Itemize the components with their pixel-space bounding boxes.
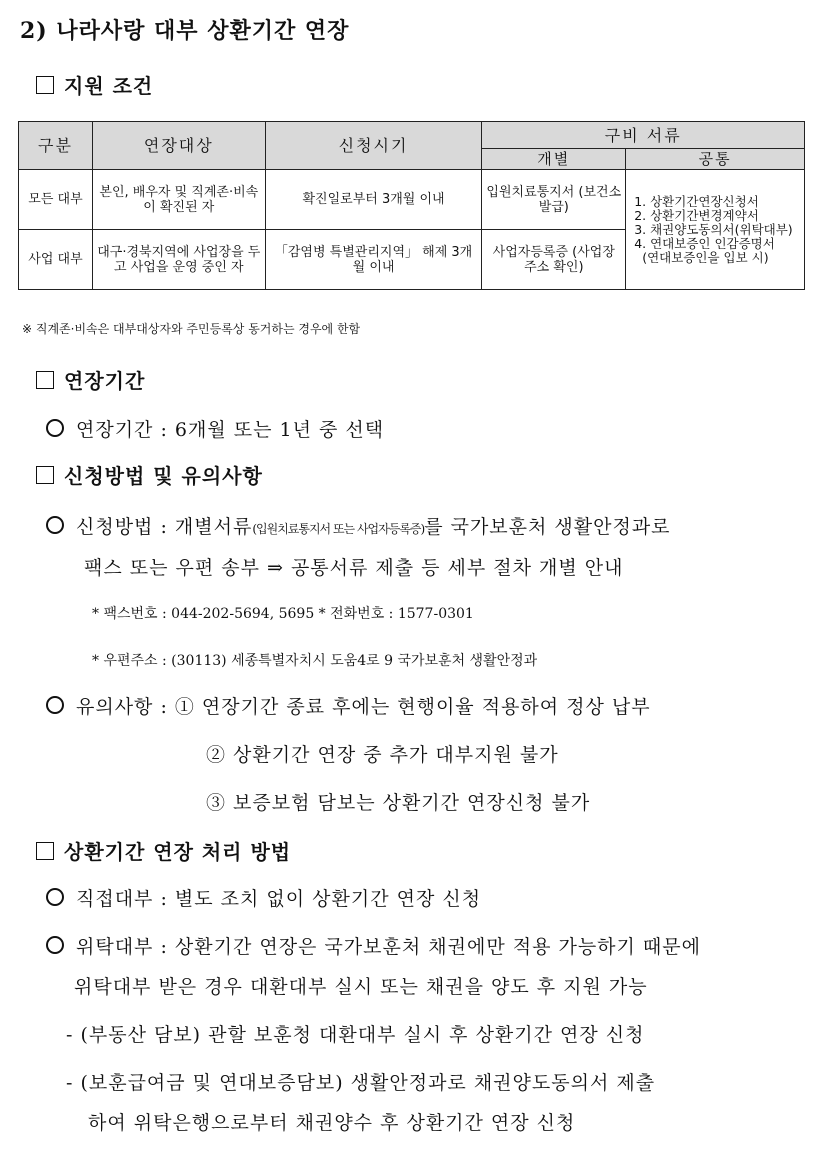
square-bullet-icon <box>36 76 54 94</box>
processing-label: 상환기간 연장 처리 방법 <box>64 840 292 864</box>
header-timing: 신청시기 <box>265 122 482 170</box>
extension-text: 연장기간 : 6개월 또는 1년 중 선택 <box>76 419 385 441</box>
support-conditions-heading <box>36 70 153 99</box>
method-label: 신청방법 : 개별서류 <box>76 516 253 538</box>
application-label: 신청방법 및 유의사항 <box>64 464 263 488</box>
extension-period-heading <box>36 365 145 394</box>
method-inline-docs: (입원치료통지서 또는 사업자등록증) <box>252 522 425 536</box>
consigned-loan-line <box>46 932 701 959</box>
method-line <box>46 512 671 539</box>
postal-address: * 우편주소 : (30113) 세종특별자치시 도움4로 9 국가보훈처 생활안정과 <box>92 653 538 669</box>
contact-numbers: * 팩스번호 : 044-202-5694, 5695 * 전화번호 : 1577-0301 <box>92 606 474 622</box>
notes-line <box>46 692 651 719</box>
header-individual: 개별 <box>482 149 626 170</box>
deposit-continuation: 하여 위탁은행으로부터 채권양수 후 상환기간 연장 신청 <box>88 1112 576 1134</box>
circle-bullet-icon <box>46 696 64 714</box>
square-bullet-icon <box>36 371 54 389</box>
header-common: 공통 <box>626 149 805 170</box>
consigned-loan-text: 위탁대부 : 상환기간 연장은 국가보훈처 채권에만 적용 가능하기 때문에 <box>76 936 701 958</box>
method-rest: 를 국가보훈처 생활안정과로 <box>424 516 671 538</box>
table-footnote: ※ 직계존·비속은 대부대상자와 주민등록상 동거하는 경우에 한함 <box>22 322 361 336</box>
application-heading <box>36 460 263 489</box>
extension-period-label: 연장기간 <box>64 369 146 393</box>
square-bullet-icon <box>36 466 54 484</box>
circle-bullet-icon <box>46 516 64 534</box>
common-doc-item: 1. 상환기간연장신청서 <box>634 193 759 209</box>
common-doc-item: 4. 연대보증인 인감증명서 <box>634 235 775 251</box>
table-row <box>19 170 805 230</box>
row-individual: 사업자등록증 (사업장 주소 확인) <box>482 230 626 290</box>
header-documents: 구비 서류 <box>482 122 805 149</box>
circle-bullet-icon <box>46 936 64 954</box>
common-documents <box>626 170 805 290</box>
direct-loan-text: 직접대부 : 별도 조치 없이 상환기간 연장 신청 <box>76 888 482 910</box>
row-target: 대구·경북지역에 사업장을 두고 사업을 운영 중인 자 <box>92 230 265 290</box>
square-bullet-icon <box>36 842 54 860</box>
row-individual: 입원치료통지서 (보건소 발급) <box>482 170 626 230</box>
circle-bullet-icon <box>46 888 64 906</box>
row-category: 사업 대부 <box>19 230 93 290</box>
common-doc-item: 2. 상환기간변경계약서 <box>634 207 759 223</box>
requirements-table <box>18 121 805 290</box>
common-doc-item: (연대보증인을 입보 시) <box>642 249 769 265</box>
header-category: 구분 <box>19 122 93 170</box>
row-category: 모든 대부 <box>19 170 93 230</box>
method-continuation: 팩스 또는 우편 송부 ⇒ 공통서류 제출 등 세부 절차 개별 안내 <box>84 557 624 579</box>
common-doc-item: 3. 채권양도동의서(위탁대부) <box>634 221 793 237</box>
note-item: ③ 보증보험 담보는 상환기간 연장신청 불가 <box>206 792 591 814</box>
header-target: 연장대상 <box>92 122 265 170</box>
circle-bullet-icon <box>46 419 64 437</box>
realestate-item: - (부동산 담보) 관할 보훈청 대환대부 실시 후 상환기간 연장 신청 <box>66 1024 645 1046</box>
extension-line <box>46 415 384 442</box>
row-timing: 「감염병 특별관리지역」 해제 3개월 이내 <box>265 230 482 290</box>
consigned-continuation: 위탁대부 받은 경우 대환대부 실시 또는 채권을 양도 후 지원 가능 <box>74 976 648 998</box>
row-timing: 확진일로부터 3개월 이내 <box>265 170 482 230</box>
support-conditions-label: 지원 조건 <box>64 74 154 98</box>
note-item: ② 상환기간 연장 중 추가 대부지원 불가 <box>206 744 559 766</box>
notes-label: 유의사항 : ① 연장기간 종료 후에는 현행이율 적용하여 정상 납부 <box>76 696 651 718</box>
deposit-item: - (보훈급여금 및 연대보증담보) 생활안정과로 채권양도동의서 제출 <box>66 1072 656 1094</box>
section-heading: 2) 나라사랑 대부 상환기간 연장 <box>20 18 350 44</box>
row-target: 본인, 배우자 및 직계존·비속이 확진된 자 <box>92 170 265 230</box>
direct-loan-line <box>46 884 481 911</box>
processing-heading <box>36 836 291 865</box>
